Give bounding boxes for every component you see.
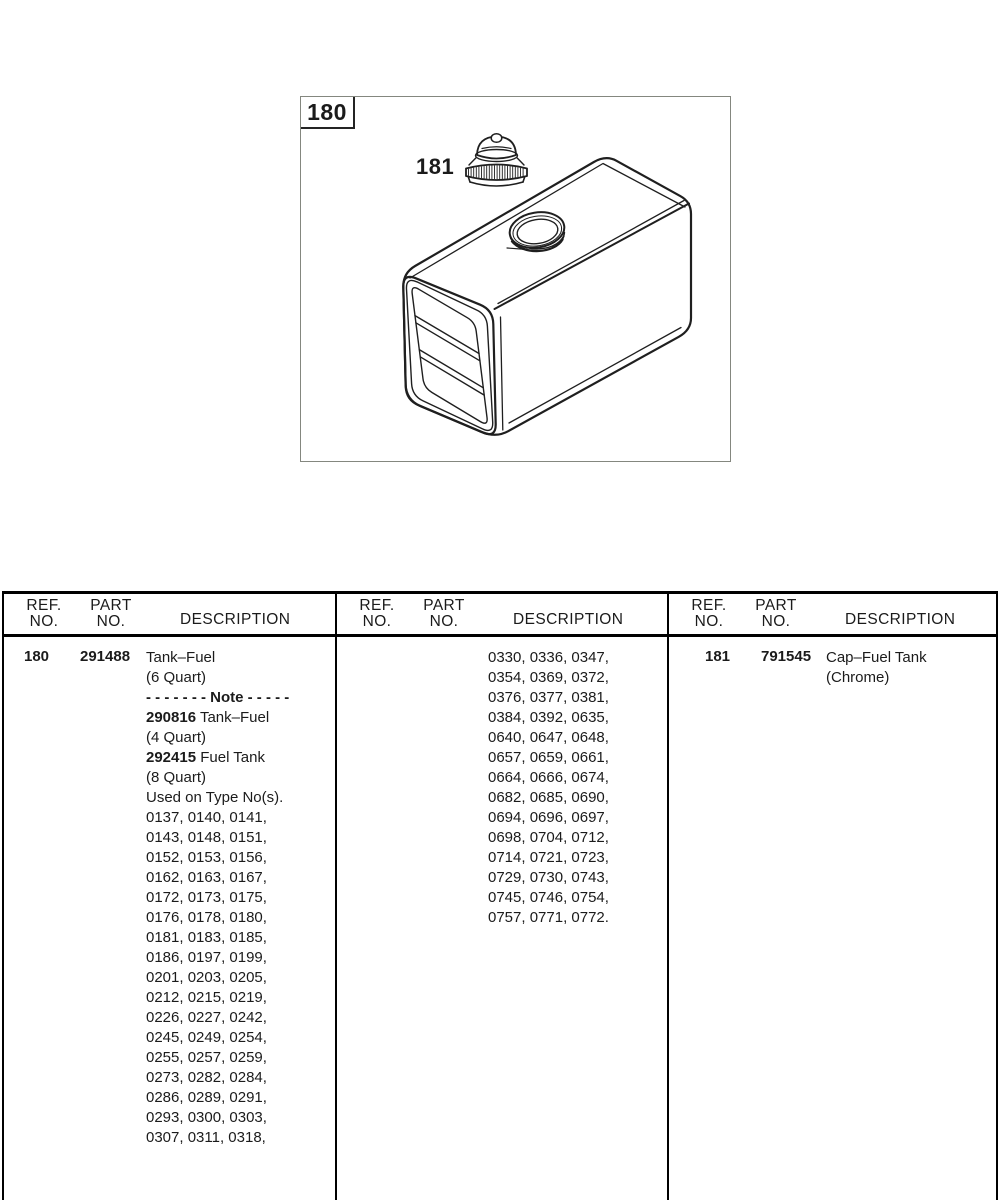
description-line: 0330, 0336, 0347,	[488, 649, 609, 666]
description-cell	[826, 648, 927, 688]
header-part-no	[421, 598, 467, 630]
header-part-line1: PART	[423, 597, 465, 614]
header-ref-line2: NO.	[29, 613, 59, 630]
header-ref-line1: REF.	[691, 597, 727, 614]
part-no-value: 791545	[761, 648, 812, 665]
description-line: - - - - - - - Note - - - - -	[146, 689, 290, 706]
diagram-ref-label: 180	[301, 97, 355, 129]
header-ref-line1: REF.	[26, 597, 62, 614]
ref-no-value: 180	[24, 648, 50, 665]
fuel-tank-illustration	[301, 97, 730, 461]
table-column	[4, 594, 337, 1200]
header-description: DESCRIPTION	[845, 611, 956, 628]
description-line: 0245, 0249, 0254,	[146, 1029, 267, 1046]
description-line: (Chrome)	[826, 669, 890, 686]
description-line: 0698, 0704, 0712,	[488, 829, 609, 846]
header-part-no	[88, 598, 134, 630]
part-no-value: 291488	[80, 648, 131, 665]
description-cell	[488, 648, 609, 928]
description-line: 0376, 0377, 0381,	[488, 689, 609, 706]
header-description: DESCRIPTION	[513, 611, 624, 628]
description-line: 290816 Tank–Fuel	[146, 709, 270, 726]
description-line: 0152, 0153, 0156,	[146, 849, 267, 866]
table-header	[669, 594, 996, 637]
description-line: 0226, 0227, 0242,	[146, 1009, 267, 1026]
parts-table	[2, 591, 998, 1200]
description-line: 0384, 0392, 0635,	[488, 709, 609, 726]
fuel-cap-drawing	[466, 134, 527, 186]
description-line: 0307, 0311, 0318,	[146, 1129, 266, 1146]
cap-callout-label: 181	[416, 154, 455, 179]
description-line: 0354, 0369, 0372,	[488, 669, 609, 686]
description-line: (6 Quart)	[146, 669, 207, 686]
description-line: 0729, 0730, 0743,	[488, 869, 609, 886]
description-line: 0176, 0178, 0180,	[146, 909, 267, 926]
table-header	[4, 594, 335, 637]
description-line: 0694, 0696, 0697,	[488, 809, 609, 826]
table-column	[337, 594, 669, 1200]
description-line: 0186, 0197, 0199,	[146, 949, 267, 966]
description-line: 0640, 0647, 0648,	[488, 729, 609, 746]
description-line: 0181, 0183, 0185,	[146, 929, 267, 946]
description-line: (4 Quart)	[146, 729, 207, 746]
description-line: 0745, 0746, 0754,	[488, 889, 609, 906]
header-description: DESCRIPTION	[180, 611, 291, 628]
header-part-line2: NO.	[96, 613, 126, 630]
description-line: 0172, 0173, 0175,	[146, 889, 267, 906]
description-line: (8 Quart)	[146, 769, 207, 786]
description-line: 0137, 0140, 0141,	[146, 809, 267, 826]
description-line: 0273, 0282, 0284,	[146, 1069, 267, 1086]
header-ref-line2: NO.	[694, 613, 724, 630]
header-part-line1: PART	[90, 597, 132, 614]
header-ref-line2: NO.	[362, 613, 392, 630]
ref-no-value: 181	[705, 648, 731, 665]
header-ref-no	[22, 598, 66, 630]
description-line: 0757, 0771, 0772.	[488, 909, 609, 926]
description-line: 0714, 0721, 0723,	[488, 849, 609, 866]
header-part-line2: NO.	[429, 613, 459, 630]
table-column	[669, 594, 996, 1200]
description-line: 0162, 0163, 0167,	[146, 869, 267, 886]
table-header	[337, 594, 667, 637]
description-line: 292415 Fuel Tank	[146, 749, 265, 766]
header-ref-no	[687, 598, 731, 630]
header-ref-line1: REF.	[359, 597, 395, 614]
description-line: Tank–Fuel	[146, 649, 216, 666]
description-line: 0255, 0257, 0259,	[146, 1049, 267, 1066]
description-cell	[146, 648, 289, 1148]
header-part-line1: PART	[755, 597, 797, 614]
description-line: 0664, 0666, 0674,	[488, 769, 609, 786]
description-line: 0286, 0289, 0291,	[146, 1089, 267, 1106]
description-line: Used on Type No(s).	[146, 789, 284, 806]
description-line: 0201, 0203, 0205,	[146, 969, 267, 986]
description-line: 0212, 0215, 0219,	[146, 989, 267, 1006]
description-line: 0293, 0300, 0303,	[146, 1109, 267, 1126]
description-line: 0682, 0685, 0690,	[488, 789, 609, 806]
description-line: 0143, 0148, 0151,	[146, 829, 267, 846]
description-line: 0657, 0659, 0661,	[488, 749, 609, 766]
description-line: Cap–Fuel Tank	[826, 649, 927, 666]
header-ref-no	[355, 598, 399, 630]
diagram-box	[300, 96, 731, 462]
header-part-no	[753, 598, 799, 630]
header-part-line2: NO.	[761, 613, 791, 630]
fuel-tank-drawing	[403, 158, 691, 435]
